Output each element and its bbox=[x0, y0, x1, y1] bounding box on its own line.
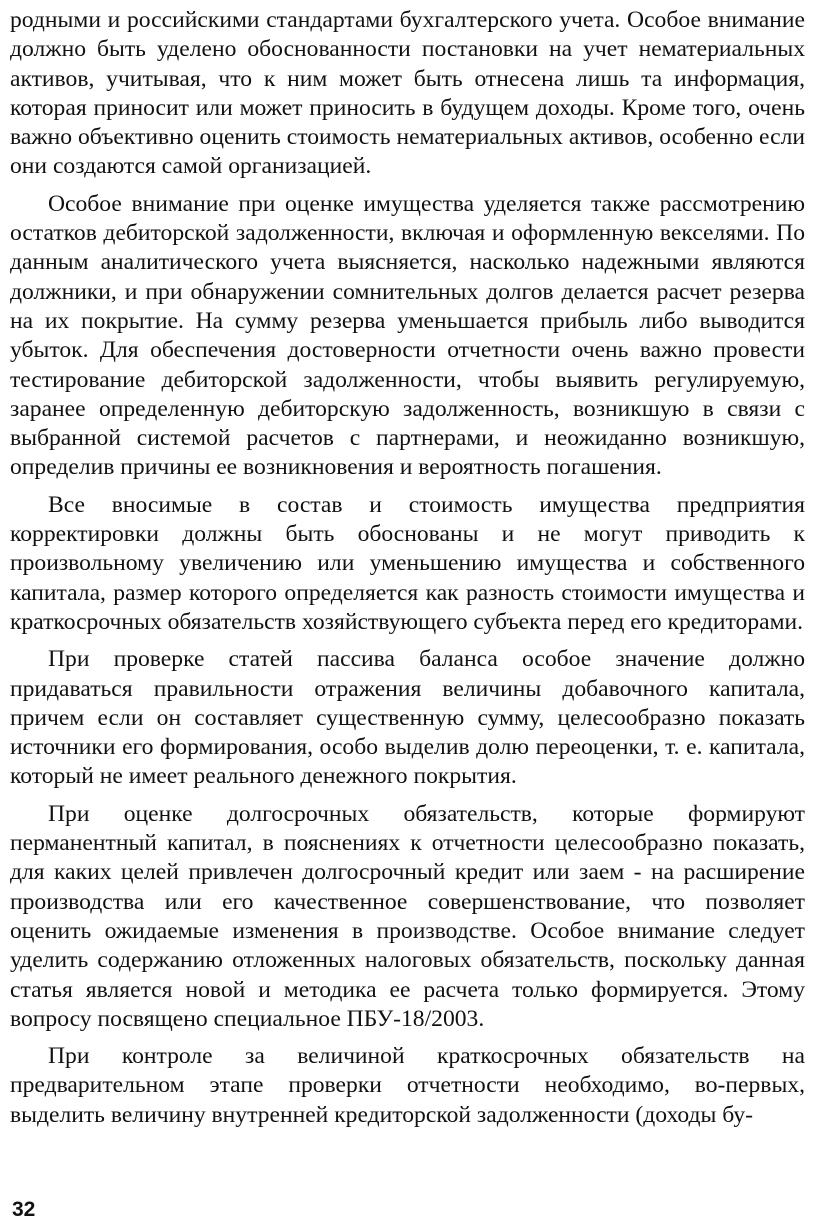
page-body bbox=[10, 6, 805, 1138]
paragraph-5: При оценке долгосрочных обязательств, которые формируют перманентный капитал, в пояснениях к отчетности целесообразно показать, для каких целей привлечен долгосрочный кредит или заем - на расширение производства или его качественное совершенствование, что позволяет оценить ожидаемые изменения в производстве. Особое внимание следует уделить содержанию отложенных налоговых обязательств, поскольку данная статья является новой и методика ее расчета только формируется. Этому вопросу посвящено специальное ПБУ-18/2003. bbox=[10, 800, 805, 1032]
paragraph-6: При контроле за величиной краткосрочных обязательств на предварительном этапе проверки отчетности необходимо, во-первых, выделить величину внутренней кредиторской задолженности (доходы бу- bbox=[10, 1043, 805, 1128]
paragraph-2: Особое внимание при оценке имущества уделяется также рассмотрению остатков дебиторской задолженности, включая и оформленную векселями. По данным аналитического учета выясняется, насколько надежными являются должники, и при обнаружении сомнительных долгов делается расчет резерва на их покрытие. На сумму резерва уменьшается прибыль либо выводится убыток. Для обеспечения достоверности отчетности очень важно провести тестирование дебиторской задолженности, чтобы выявить регулируемую, заранее определенную дебиторскую задолженность, возникшую в связи с выбранной системой расчетов с партнерами, и неожиданно возникшую, определив причины ее возникновения и вероятность погашения. bbox=[10, 190, 805, 481]
page-number: 32 bbox=[12, 1198, 36, 1221]
paragraph-4: При проверке статей пассива баланса особое значение должно придаваться правильности отражения величины добавочного капитала, причем если он составляет существенную сумму, целесообразно показать источники его формирования, особо выделив долю переоценки, т. е. капитала, который не имеет реального денежного покрытия. bbox=[10, 646, 805, 790]
paragraph-3: Все вносимые в состав и стоимость имущества предприятия корректировки должны быть обоснованы и не могут приводить к произвольному увеличению или уменьшению имущества и собственного капитала, размер которого определяется как разность стоимости имущества и краткосрочных обязательств хозяйствующего субъекта перед его кредиторами. bbox=[10, 491, 805, 635]
paragraph-1: родными и российскими стандартами бухгалтерского учета. Особое внимание должно быть уделено обоснованности постановки на учет нематериальных активов, учитывая, что к ним может быть отнесена лишь та информация, которая приносит или может приносить в будущем доходы. Кроме того, очень важно объективно оценить стоимость нематериальных активов, особенно если они создаются самой организацией. bbox=[10, 7, 805, 180]
